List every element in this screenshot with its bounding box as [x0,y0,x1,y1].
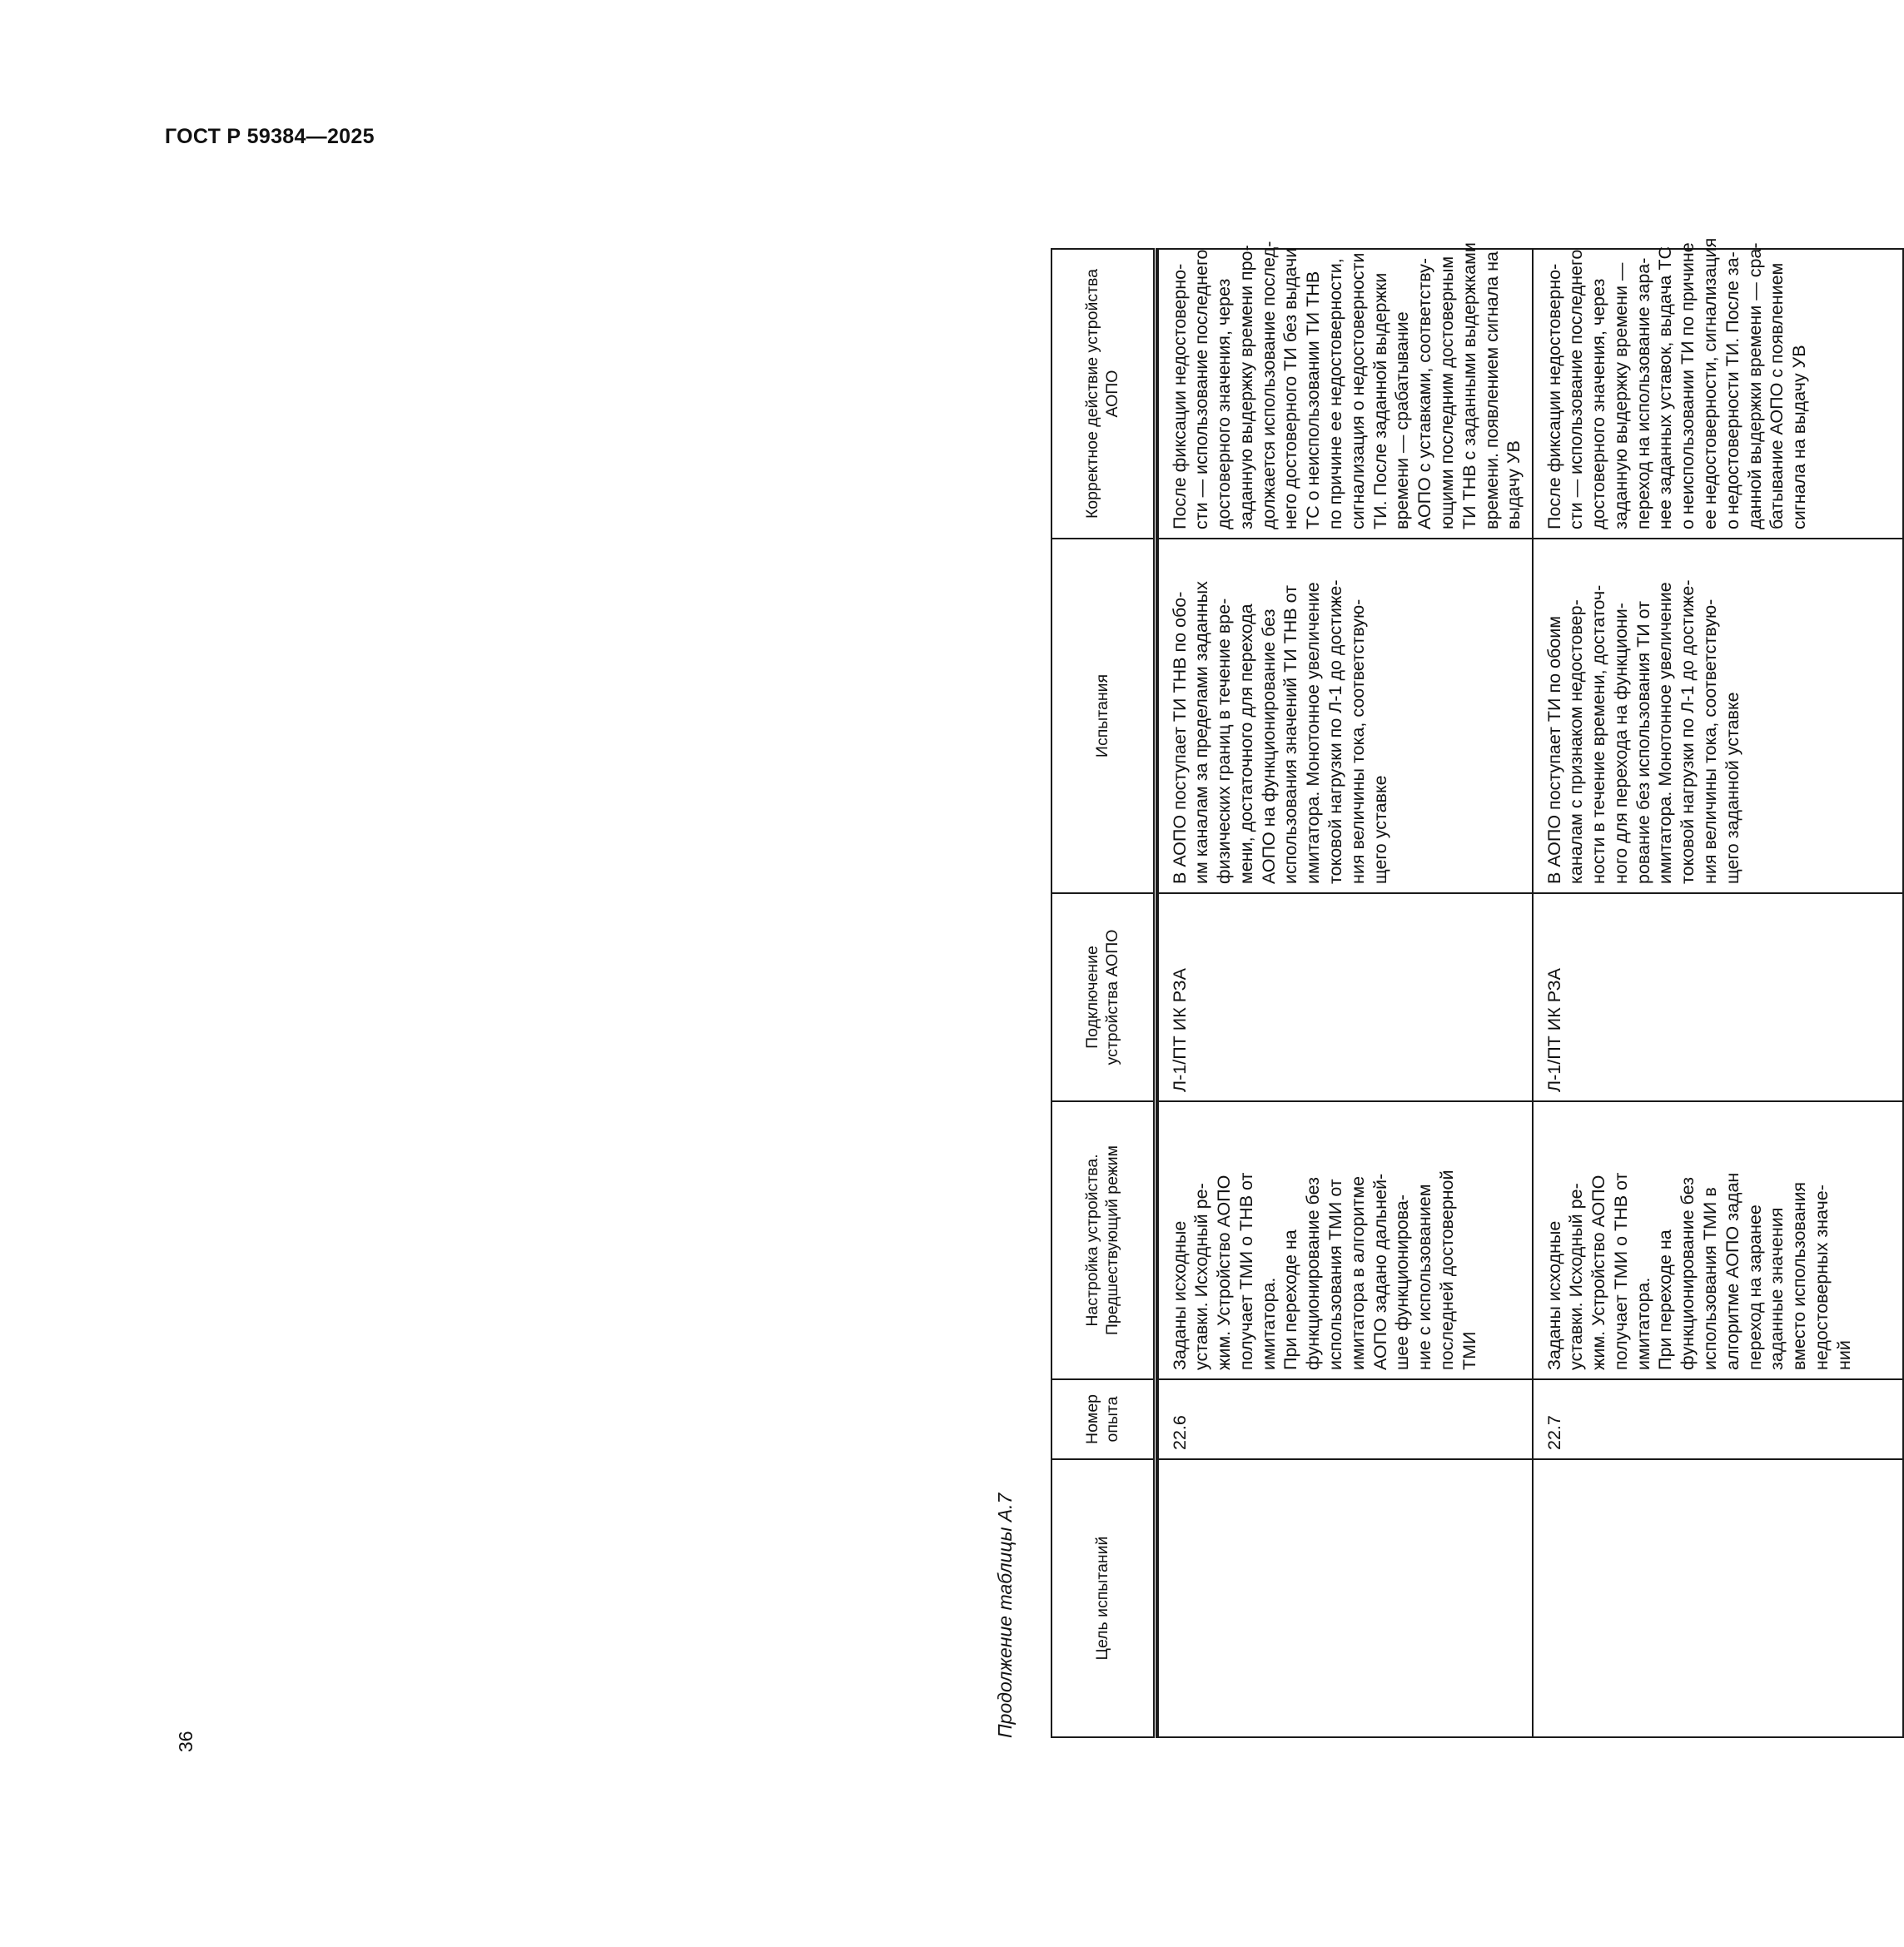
row-22-6-goal [1158,1459,1533,1737]
header-setup: Настройка устройства. Предшествующий режим [1051,1101,1155,1379]
row-22-6-number: 22.6 [1158,1379,1533,1459]
table-header-row [1051,249,1155,1737]
standard-id: ГОСТ Р 59384—2025 [165,125,375,148]
table-row [1158,249,1533,1737]
row-22-7-action: После фиксации недостоверно- сти — использование последнего достоверного значения, через заданную выдержку времени — переход на использование зара- нее заданных уставок, выдача ТС о неиспользовании ТИ по причине ее недостоверности, сигнализация о недостоверности ТИ. После за- данной выдержки времени — сра- батывание АОПО с появлением сигнала на выдачу УВ [1533,249,1903,539]
header-action: Корректное действие устройства АОПО [1051,249,1155,539]
row-22-7-test: В АОПО поступает ТИ по обоим каналам с признаком недостовер- ности в течение времени, достаточ- ного для перехода на функциони- рование без использования ТИ от имитатора. Монотонное увеличение токовой нагрузки по Л-1 до достиже- ния величины тока, соответствую- щего заданной уставке [1533,539,1903,893]
row-22-6-setup: Заданы исходные уставки. Исходный ре- жим. Устройство АОПО получает ТМИ о ТНВ от имитатора. При переходе на функционирование без использования ТМИ от имитатора в алгоритме АОПО задано дальней- шее функционирова- ние с использованием последней достоверной ТМИ [1158,1101,1533,1379]
row-22-7-connection: Л-1/ПТ ИК РЗА [1533,893,1903,1101]
header-test: Испытания [1051,539,1155,893]
row-22-6-connection: Л-1/ПТ ИК РЗА [1158,893,1533,1101]
table-row [1533,249,1903,1737]
row-22-6-action: После фиксации недостоверно- сти — использование последнего достоверного значения, через заданную выдержку времени про- должается использование послед- него достоверного ТИ без выдачи ТС о неиспользовании ТИ ТНВ по причине ее недостоверности, сигнализация о недостоверности ТИ. После заданной выдержки времени — срабатывание АОПО с уставками, соответству- ющими последним достоверным ТИ ТНВ с заданными выдержками времени. появлением сигнала на выдачу УВ [1158,249,1533,539]
header-connection: Подключение устройства АОПО [1051,893,1155,1101]
header-number: Номер опыта [1051,1379,1155,1459]
test-table [1051,237,1904,1738]
header-goal: Цель испытаний [1051,1459,1155,1737]
rotated-page-content [175,237,1902,1752]
table-caption: Продолжение таблицы А.7 [994,1493,1016,1738]
row-22-7-goal [1533,1459,1903,1737]
row-22-7-number: 22.7 [1533,1379,1903,1459]
row-22-6-test: В АОПО поступает ТИ ТНВ по обо- им каналам за пределами заданных физических границ в течение вре- мени, достаточного для перехода АОПО на функционирование без использования значений ТИ ТНВ от имитатора. Монотонное увеличение токовой нагрузки по Л-1 до достиже- ния величины тока, соответствую- щего уставке [1158,539,1533,893]
row-22-7-setup: Заданы исходные уставки. Исходный ре- жим. Устройство АОПО получает ТМИ о ТНВ от имитатора. При переходе на функционирование без использования ТМИ в алгоритме АОПО задан переход на заранее заданные значения вместо использования недостоверных значе- ний [1533,1101,1903,1379]
page-number: 36 [175,1731,196,1752]
